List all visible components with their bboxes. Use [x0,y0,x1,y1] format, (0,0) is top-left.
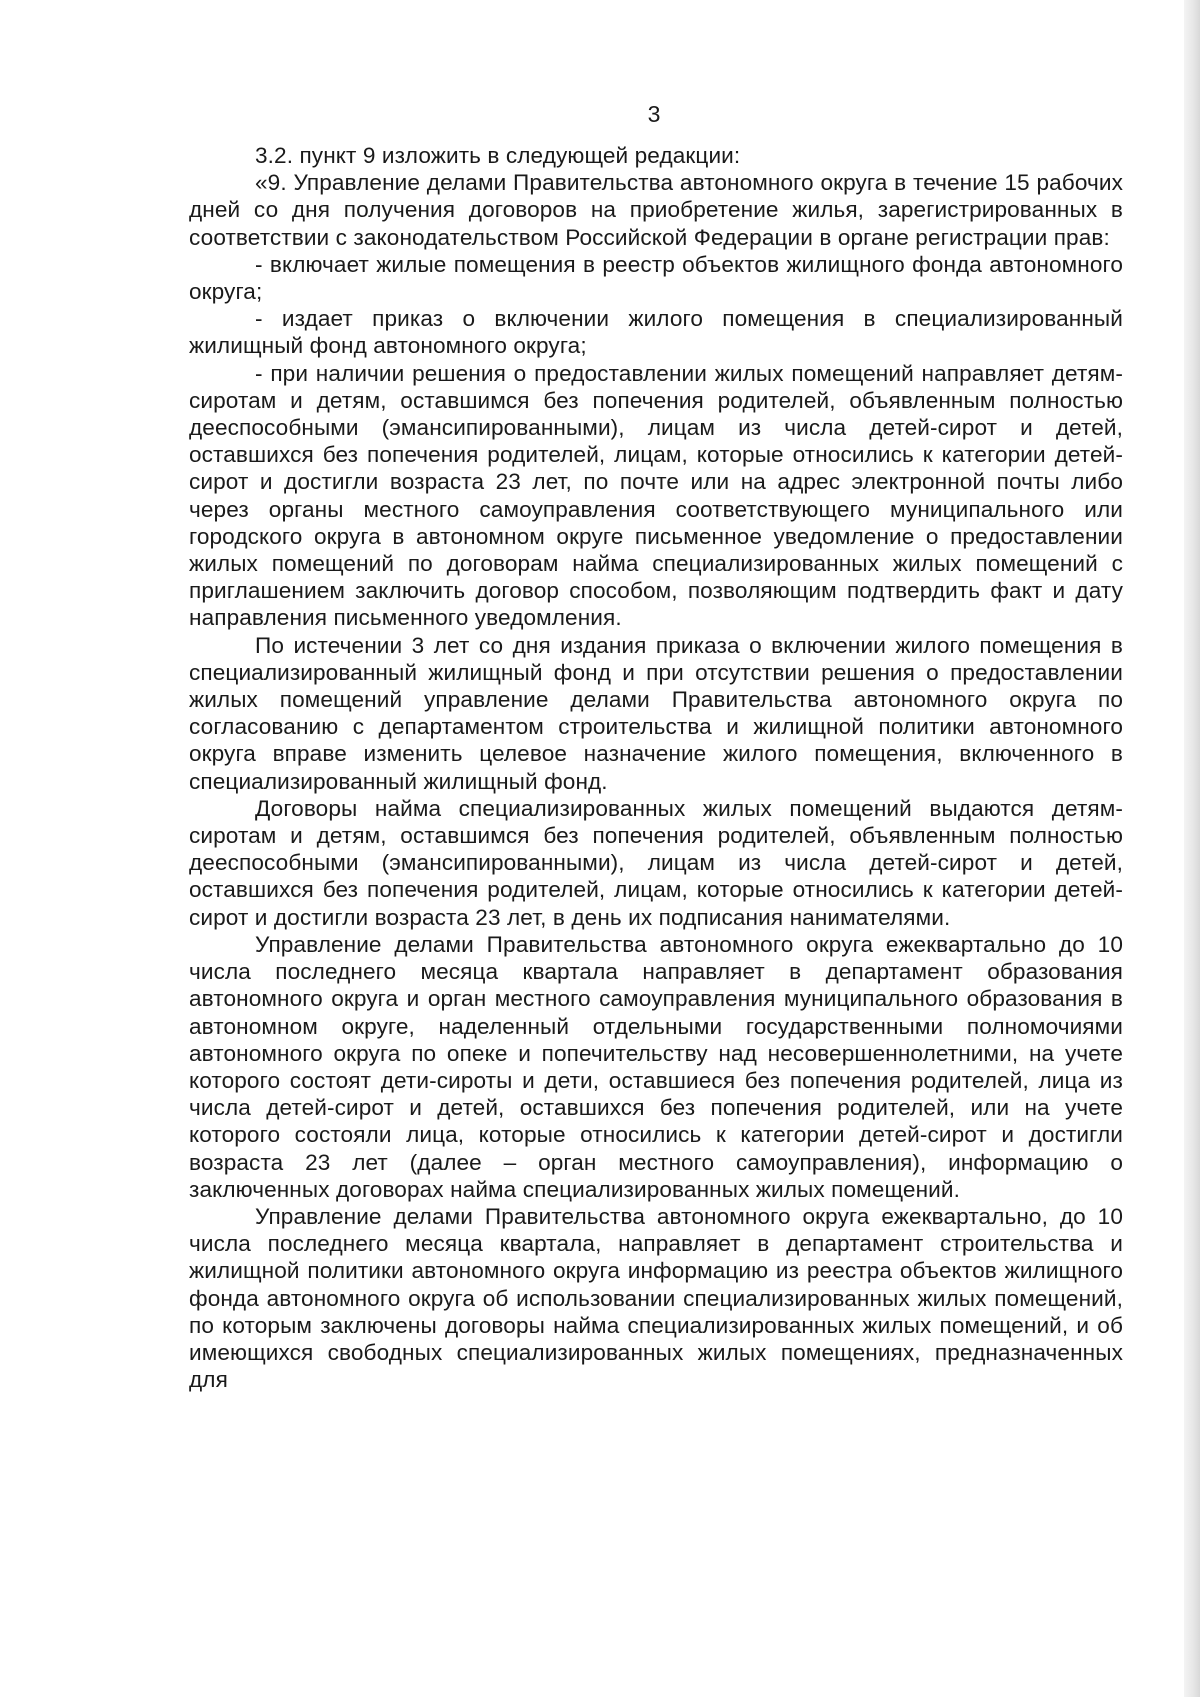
document-body [189,142,1123,1393]
page-number: 3 [647,101,661,127]
paragraph-item-9-intro: «9. Управление делами Правительства автономного округа в течение 15 рабочих дней со дня получения договоров на приобретение жилья, зарегистрированных в соответствии с законодательством Российской Федерации в органе регистрации прав: [189,170,1123,250]
paragraph-quarterly-education: Управление делами Правительства автономного округа ежеквартально до 10 числа последнего месяца квартала направляет в департамент образования автономного округа и орган местного самоуправления муниципального образования в автономном округе, наделенный отдельными государственными полномочиями автономного округа по опеке и попечительству над несовершеннолетними, на учете которого состоят дети-сироты и дети, оставшиеся без попечения родителей, лица из числа детей-сирот и детей, оставшихся без попечения родителей, или на учете которого состояли лица, которые относились к категории детей-сирот и достигли возраста 23 лет (далее – орган местного самоуправления), информацию о заключенных договорах найма специализированных жилых помещений. [189,931,1123,1202]
paragraph-bullet-order: - издает приказ о включении жилого помещения в специализированный жилищный фонд автономного округа; [189,306,1123,359]
paragraph-section-heading: 3.2. пункт 9 изложить в следующей редакции: [255,143,741,168]
paragraph-contracts-issued: Договоры найма специализированных жилых помещений выдаются детям-сиротам и детям, оставшимся без попечения родителей, объявленным полностью дееспособными (эмансипированными), лицам из числа детей-сирот и детей, оставшихся без попечения родителей, лицам, которые относились к категории детей-сирот и достигли возраста 23 лет, в день их подписания нанимателями. [189,795,1123,930]
paragraph-bullet-registry: - включает жилые помещения в реестр объектов жилищного фонда автономного округа; [189,251,1123,305]
scan-edge-shadow [1184,0,1200,1697]
paragraph-bullet-notification: - при наличии решения о предоставлении жилых помещений направляет детям-сиротам и детям, оставшимся без попечения родителей, объявленным полностью дееспособными (эмансипированными), лицам из числа детей-сирот и детей, оставшихся без попечения родителей, лицам, которые относились к категории детей-сирот и достигли возраста 23 лет, по почте или на адрес электронной почты либо через органы местного самоуправления соответствующего муниципального или городского округа в автономном округе письменное уведомление о предоставлении жилых помещений по договорам найма специализированных жилых помещений с приглашением заключить договор способом, позволяющим подтвердить факт и дату направления письменного уведомления. [189,360,1123,631]
paragraph-three-years: По истечении 3 лет со дня издания приказа о включении жилого помещения в специализированный жилищный фонд и при отсутствии решения о предоставлении жилых помещений управление делами Правительства автономного округа по согласованию с департаментом строительства и жилищной политики автономного округа вправе изменить целевое назначение жилого помещения, включенного в специализированный жилищный фонд. [189,632,1123,794]
paragraph-quarterly-construction: Управление делами Правительства автономного округа ежеквартально, до 10 числа последнего месяца квартала, направляет в департамент строительства и жилищной политики автономного округа информацию из реестра объектов жилищного фонда автономного округа об использовании специализированных жилых помещений, по которым заключены договоры найма специализированных жилых помещений, и об имеющихся свободных специализированных жилых помещениях, предназначенных для [189,1203,1123,1393]
